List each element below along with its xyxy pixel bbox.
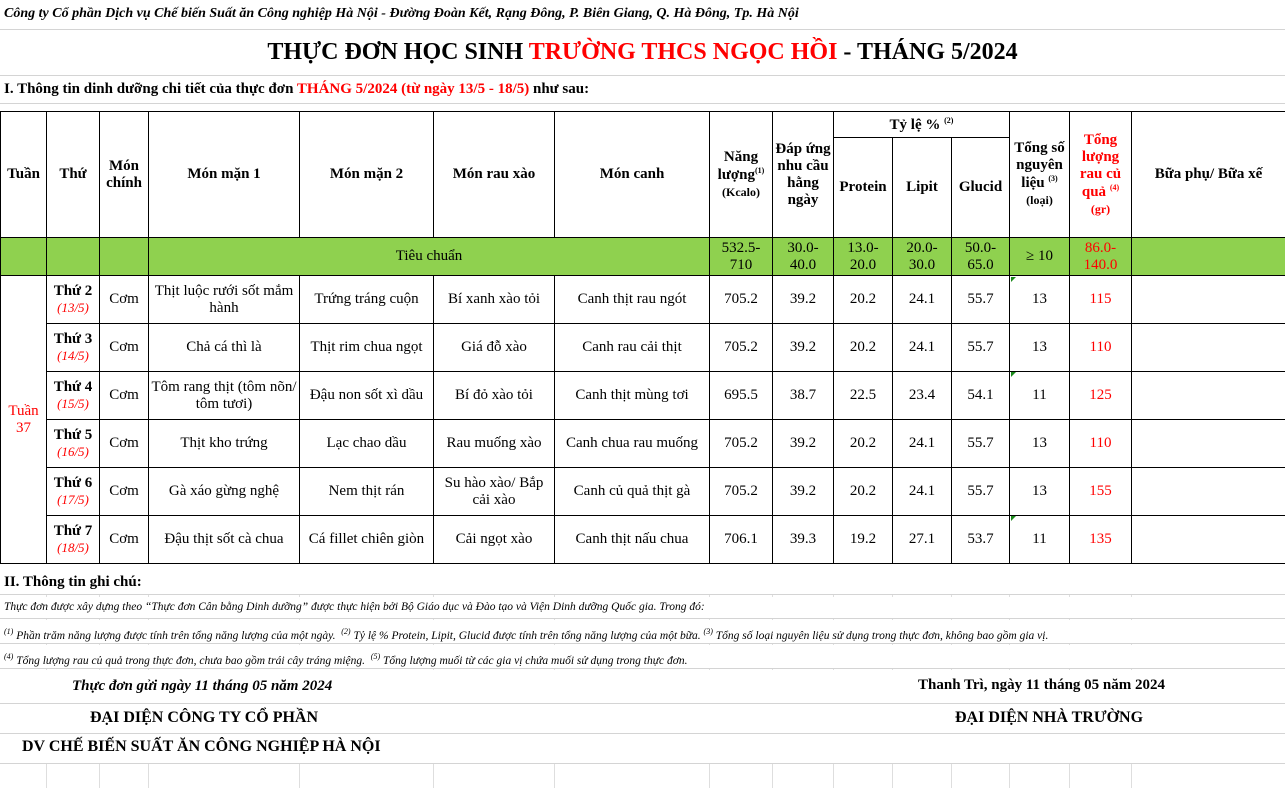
nang-luong: 705.2	[710, 468, 773, 516]
nang-luong: 695.5	[710, 372, 773, 420]
bua-phu	[1132, 420, 1285, 468]
so-nguyen-lieu: 11	[1010, 516, 1070, 564]
day-cell	[47, 372, 100, 420]
day-cell	[47, 420, 100, 468]
note-intro: Thực đơn được xây dựng theo “Thực đơn Cân bằng Dinh dưỡng” được thực hiện bởi Bộ Giáo dục và Đào tạo và Viện Dinh dưỡng Quốc gia. Trong đó:	[0, 597, 1285, 619]
title-part-2: - THÁNG 5/2024	[837, 39, 1018, 65]
header-nang-luong	[710, 112, 773, 238]
note-2: Tỷ lệ % Protein, Lipit, Glucid được tính trên tổng năng lượng của một bữa.	[353, 629, 701, 642]
section-1-prefix: I. Thông tin dinh dưỡng chi tiết của thực đơn	[4, 81, 297, 97]
table-row	[1, 324, 1285, 372]
comment-marker-icon	[1011, 372, 1016, 377]
title-school: TRƯỜNG THCS NGỌC HỒI	[528, 39, 838, 65]
note-4: Tổng lượng rau củ quả trong thực đơn, chưa bao gồm trái cây tráng miệng.	[16, 654, 366, 667]
mon-chinh: Cơm	[100, 468, 149, 516]
mon-rau-xao: Bí đỏ xào tỏi	[434, 372, 555, 420]
lipit: 23.4	[893, 372, 952, 420]
mon-canh: Canh thịt mùng tơi	[555, 372, 710, 420]
mon-canh: Canh chua rau muống	[555, 420, 710, 468]
footnote-1-mark: (1)	[755, 165, 765, 175]
header-tong-rau-label: Tổng lượng rau củ quả	[1079, 131, 1122, 200]
mon-man-1: Thịt kho trứng	[149, 420, 300, 468]
protein: 20.2	[834, 468, 893, 516]
so-nguyen-lieu: 13	[1010, 324, 1070, 372]
std-dap-ung: 30.0-40.0	[773, 238, 834, 276]
company-rep-line-2: DV CHẾ BIẾN SUẤT ĂN CÔNG NGHIỆP HÀ NỘI	[22, 738, 381, 755]
glucid: 55.7	[952, 276, 1010, 324]
day-date: (18/5)	[57, 539, 89, 555]
mon-chinh: Cơm	[100, 276, 149, 324]
sent-date: Thực đơn gửi ngày 11 tháng 05 năm 2024	[72, 678, 333, 694]
mon-canh: Canh thịt rau ngót	[555, 276, 710, 324]
bua-phu	[1132, 468, 1285, 516]
comment-marker-icon	[1011, 516, 1016, 521]
note-3: Tổng số loại nguyên liệu sử dụng trong thực đơn, không bao gồm gia vị.	[715, 629, 1049, 642]
glucid: 55.7	[952, 468, 1010, 516]
bua-phu	[1132, 276, 1285, 324]
std-empty	[1, 238, 47, 276]
nang-luong: 705.2	[710, 276, 773, 324]
place-date: Thanh Trì, ngày 11 tháng 05 năm 2024	[918, 677, 1166, 693]
day-name: Thứ 3	[53, 330, 93, 347]
header-tong-nguyen-lieu-unit: (loại)	[1026, 193, 1053, 207]
std-protein: 13.0-20.0	[834, 238, 893, 276]
glucid: 54.1	[952, 372, 1010, 420]
bua-phu	[1132, 372, 1285, 420]
glucid: 53.7	[952, 516, 1010, 564]
bua-phu	[1132, 516, 1285, 564]
header-dap-ung: Đáp ứng nhu cầu hằng ngày	[773, 112, 834, 238]
header-tong-rau-unit: (gr)	[1090, 201, 1111, 216]
section-2-row	[0, 565, 1285, 595]
std-glucid: 50.0-65.0	[952, 238, 1010, 276]
company-rep-line-1: ĐẠI DIỆN CÔNG TY CỔ PHẦN	[90, 709, 319, 726]
mon-rau-xao: Su hào xào/ Bắp cải xào	[434, 468, 555, 516]
day-cell	[47, 516, 100, 564]
std-lipit: 20.0-30.0	[893, 238, 952, 276]
std-empty	[100, 238, 149, 276]
table-row	[1, 276, 1285, 324]
rau-cu-qua: 155	[1070, 468, 1132, 516]
nang-luong: 705.2	[710, 324, 773, 372]
section-2-heading: II. Thông tin ghi chú:	[4, 574, 142, 590]
header-mon-chinh: Món chính	[100, 112, 149, 238]
bua-phu	[1132, 324, 1285, 372]
header-tong-nguyen-lieu	[1010, 112, 1070, 238]
header-tong-rau	[1070, 112, 1132, 238]
table-row	[1, 516, 1285, 564]
header-glucid: Glucid	[952, 138, 1010, 238]
so-nguyen-lieu: 13	[1010, 468, 1070, 516]
dap-ung: 39.2	[773, 468, 834, 516]
note-5-mark: (5)	[370, 652, 381, 661]
section-1-suffix: như sau:	[529, 81, 590, 97]
mon-chinh: Cơm	[100, 420, 149, 468]
header-ty-le-label: Tỷ lệ %	[889, 116, 941, 133]
note-1: Phần trăm năng lượng được tính trên tổng năng lượng của một ngày.	[16, 629, 336, 642]
note-1-mark: (1)	[4, 627, 14, 636]
mon-man-1: Tôm rang thịt (tôm nõn/ tôm tươi)	[149, 372, 300, 420]
mon-man-2: Đậu non sốt xì dầu	[300, 372, 434, 420]
header-tong-nguyen-lieu-label: Tổng số nguyên liệu	[1014, 140, 1065, 191]
day-name: Thứ 5	[53, 426, 93, 443]
header-nang-luong-label: Năng lượng	[717, 148, 759, 183]
dap-ung: 39.3	[773, 516, 834, 564]
week-label: Tuần 37	[1, 276, 47, 564]
day-cell	[47, 276, 100, 324]
header-mon-man-2: Món mặn 2	[300, 112, 434, 238]
menu-table	[0, 111, 1285, 564]
section-1-heading	[0, 76, 1285, 104]
header-protein: Protein	[834, 138, 893, 238]
header-mon-rau-xao: Món rau xào	[434, 112, 555, 238]
protein: 20.2	[834, 420, 893, 468]
note-line-1	[0, 620, 1285, 644]
rau-cu-qua: 110	[1070, 420, 1132, 468]
rau-cu-qua: 125	[1070, 372, 1132, 420]
table-row	[1, 372, 1285, 420]
glucid: 55.7	[952, 420, 1010, 468]
table-row	[1, 420, 1285, 468]
lipit: 24.1	[893, 420, 952, 468]
school-rep: ĐẠI DIỆN NHÀ TRƯỜNG	[955, 709, 1144, 726]
so-nguyen-lieu: 13	[1010, 420, 1070, 468]
protein: 20.2	[834, 276, 893, 324]
so-nguyen-lieu: 11	[1010, 372, 1070, 420]
mon-rau-xao: Cải ngọt xào	[434, 516, 555, 564]
day-name: Thứ 6	[53, 474, 93, 491]
header-bua-phu: Bữa phụ/ Bữa xế	[1132, 112, 1285, 238]
nang-luong: 705.2	[710, 420, 773, 468]
protein: 22.5	[834, 372, 893, 420]
mon-rau-xao: Rau muống xào	[434, 420, 555, 468]
std-nang-luong: 532.5-710	[710, 238, 773, 276]
lipit: 24.1	[893, 468, 952, 516]
note-line-2	[0, 645, 1285, 669]
page-title	[0, 30, 1285, 76]
lipit: 24.1	[893, 276, 952, 324]
day-date: (13/5)	[57, 299, 89, 315]
note-5: Tổng lượng muối từ các gia vị chứa muối sử dụng trong thực đơn.	[382, 654, 688, 667]
mon-man-2: Thịt rim chua ngọt	[300, 324, 434, 372]
company-info: Công ty Cổ phần Dịch vụ Chế biến Suất ăn Công nghiệp Hà Nội - Đường Đoàn Kết, Rạng Đông, P. Biên Giang, Q. Hà Đông, Tp. Hà Nội	[0, 0, 1285, 30]
mon-man-2: Lạc chao dầu	[300, 420, 434, 468]
header-thu: Thứ	[47, 112, 100, 238]
dap-ung: 39.2	[773, 420, 834, 468]
mon-man-2: Cá fillet chiên giòn	[300, 516, 434, 564]
mon-man-1: Gà xáo gừng nghệ	[149, 468, 300, 516]
std-empty	[47, 238, 100, 276]
dap-ung: 39.2	[773, 324, 834, 372]
std-nguyen-lieu: ≥ 10	[1010, 238, 1070, 276]
day-cell	[47, 468, 100, 516]
std-rau: 86.0-140.0	[1070, 238, 1132, 276]
header-nang-luong-unit: (Kcalo)	[722, 184, 760, 199]
table-row	[1, 468, 1285, 516]
day-name: Thứ 7	[53, 522, 93, 539]
header-ty-le	[834, 112, 1010, 138]
mon-chinh: Cơm	[100, 324, 149, 372]
footnote-2-mark: (2)	[944, 115, 954, 125]
mon-chinh: Cơm	[100, 372, 149, 420]
footnote-4-mark: (4)	[1109, 182, 1120, 192]
lipit: 24.1	[893, 324, 952, 372]
day-date: (14/5)	[57, 347, 89, 363]
header-mon-man-1: Món mặn 1	[149, 112, 300, 238]
mon-man-2: Trứng tráng cuộn	[300, 276, 434, 324]
rau-cu-qua: 110	[1070, 324, 1132, 372]
header-tuan: Tuần	[1, 112, 47, 238]
day-cell	[47, 324, 100, 372]
dap-ung: 38.7	[773, 372, 834, 420]
protein: 19.2	[834, 516, 893, 564]
mon-man-1: Đậu thịt sốt cà chua	[149, 516, 300, 564]
nang-luong: 706.1	[710, 516, 773, 564]
header-mon-canh: Món canh	[555, 112, 710, 238]
lipit: 27.1	[893, 516, 952, 564]
so-nguyen-lieu: 13	[1010, 276, 1070, 324]
std-label: Tiêu chuẩn	[149, 238, 710, 276]
day-date: (16/5)	[57, 443, 89, 459]
mon-canh: Canh rau cải thịt	[555, 324, 710, 372]
glucid: 55.7	[952, 324, 1010, 372]
mon-man-1: Thịt luộc rưới sốt mắm hành	[149, 276, 300, 324]
comment-marker-icon	[1011, 277, 1016, 282]
header-lipit: Lipit	[893, 138, 952, 238]
mon-canh: Canh củ quả thịt gà	[555, 468, 710, 516]
mon-chinh: Cơm	[100, 516, 149, 564]
std-empty	[1132, 238, 1285, 276]
protein: 20.2	[834, 324, 893, 372]
footnote-3-mark: (3)	[1048, 174, 1058, 183]
note-3-mark: (3)	[703, 627, 713, 636]
dap-ung: 39.2	[773, 276, 834, 324]
title-part-1: THỰC ĐƠN HỌC SINH	[267, 39, 529, 65]
day-name: Thứ 2	[53, 282, 93, 299]
mon-canh: Canh thịt nấu chua	[555, 516, 710, 564]
note-2-mark: (2)	[341, 627, 351, 636]
section-1-highlight: THÁNG 5/2024 (từ ngày 13/5 - 18/5)	[296, 81, 530, 97]
rau-cu-qua: 135	[1070, 516, 1132, 564]
mon-rau-xao: Giá đỗ xào	[434, 324, 555, 372]
day-name: Thứ 4	[53, 378, 93, 395]
mon-man-1: Chả cá thì là	[149, 324, 300, 372]
rau-cu-qua: 115	[1070, 276, 1132, 324]
day-date: (17/5)	[57, 491, 89, 507]
note-4-mark: (4)	[4, 652, 14, 661]
mon-rau-xao: Bí xanh xào tỏi	[434, 276, 555, 324]
mon-man-2: Nem thịt rán	[300, 468, 434, 516]
day-date: (15/5)	[57, 395, 89, 411]
standard-row	[1, 238, 1285, 276]
